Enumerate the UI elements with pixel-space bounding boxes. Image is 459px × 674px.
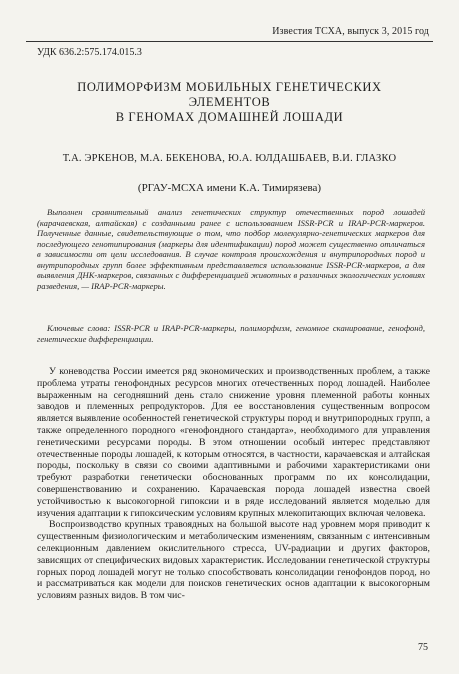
title-line-2: В ГЕНОМАХ ДОМАШНЕЙ ЛОШАДИ xyxy=(115,110,344,124)
header-rule xyxy=(26,41,433,42)
affiliation: (РГАУ-МСХА имени К.А. Тимирязева) xyxy=(137,182,322,194)
title-line-1: ПОЛИМОРФИЗМ МОБИЛЬНЫХ ГЕНЕТИЧЕСКИХ ЭЛЕМЕНТОВ xyxy=(77,80,382,109)
article-title xyxy=(40,80,419,125)
body-paragraph: Воспроизводство крупных травоядных на большой высоте над уровнем моря приводит к существенным физиологическим и метаболическим изменениям, связанным с интенсивным селекционным давлением окислительного стресса, UV-радиации и других факторов, зависящих от специфических видовых характеристик. Исследовании генетической структуры горных пород лошадей могут не только способствовать консолидации генофондов пород, но и рассматриваться как модели для поисков генетических основ адаптации к высокогорным условиям разных видов. В том чис- xyxy=(37,519,430,602)
udk-code: УДК 636.2:575.174.015.3 xyxy=(37,47,142,58)
running-header: Известия ТСХА, выпуск 3, 2015 год xyxy=(272,26,429,37)
page-number: 75 xyxy=(418,642,428,653)
abstract: Выполнен сравнительный анализ генетических структур отечественных пород лошадей (карачаевская, алтайская) с созданными ранее с использованием ISSR-PCR и IRAP-PCR-маркеров. Полученные данные, свидетельствующие о том, что подбор молекулярно-генетических маркеров для последующего генотипирования (маркеры для идентификации) пород может существенно отличаться в зависимости от цели исследования. В случае контроля происхождения и внутрипородных пород и внутрипородных групп более эффективным представляется использование ISSR-PCR-маркеров, а для выявления ДНК-маркеров, связанных с дифференциацией животных в различных экологических условиях разведения, — IRAP-PCR-маркеры. xyxy=(37,207,425,291)
body-paragraph: У коневодства России имеется ряд экономических и производственных проблем, а также проблема утраты генофондных ресурсов многих отечественных пород лошадей. Наиболее выраженным на сегодняшний день стало снижение уровня племенной работы конных заводов и племенных репродукторов. Для ее восстановления существенным вопросом является выявление особенностей генетической структуры пород и внутрипородных групп, а также определенного породного «генофондного стандарта», необходимого для управления генетическими ресурсами породы. В этом отношении особый интерес представляют отечественные породы лошадей, к которым относятся, в частности, карачаевская и алтайская породы, поскольку в связи со своими адаптивными и рабочими характеристиками они требуют разработки генетически обоснованных программ по их консолидации, совершенствованию и сохранению. Карачаевская порода лошадей известна своей устойчивостью к высокогорной гипоксии и в ряде исследований является моделью для изучения адаптации к гипоксическим условиям крупных млекопитающих включая человека. xyxy=(37,366,430,519)
keywords: Ключевые слова: ISSR-PCR и IRAP-PCR-маркеры, полиморфизм, геномное сканирование, генофонд, генетические дифференциации. xyxy=(37,323,425,344)
article-body xyxy=(37,366,430,602)
authors: Т.А. ЭРКЕНОВ, М.А. БЕКЕНОВА, Ю.А. ЮЛДАШБАЕВ, В.И. ГЛАЗКО xyxy=(62,153,397,164)
